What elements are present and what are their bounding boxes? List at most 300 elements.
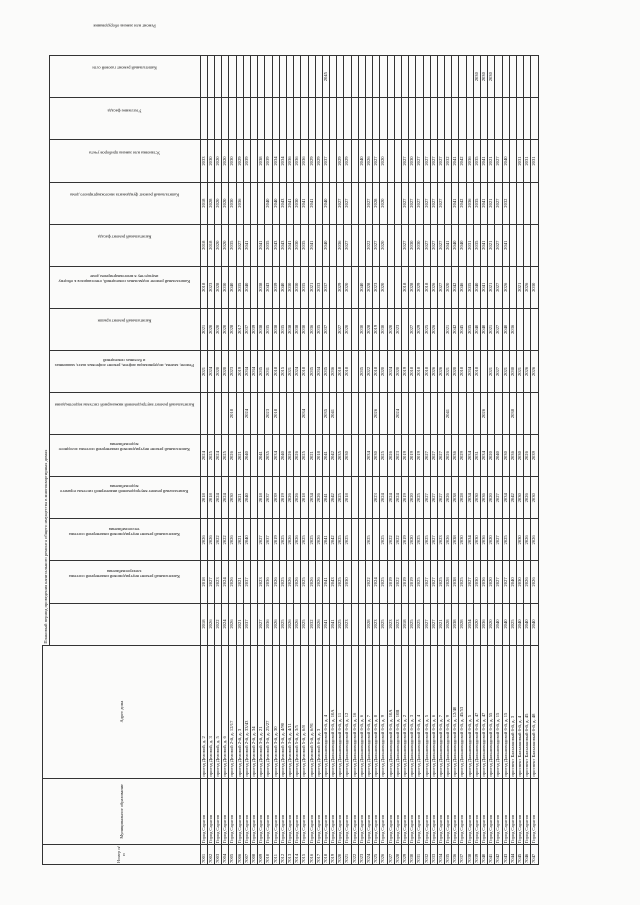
cell-year: 2042 [330, 477, 337, 519]
table-row [272, 56, 279, 865]
cell-municipality: Город Саратов [301, 778, 308, 844]
cell-year [531, 224, 538, 266]
cell-year: 2035 [279, 308, 286, 350]
header-work-label: Капитальный ремонт подвальных помещений, относящихся к общему имуществу в многоквартирном доме [58, 273, 191, 285]
cell-year [236, 56, 243, 98]
cell-year: 2036 [308, 308, 315, 350]
cell-year: 2026 [308, 561, 315, 603]
cell-year [236, 393, 243, 435]
cell-year [315, 56, 322, 98]
cell-year: 2027 [495, 140, 502, 182]
cell-year: 2027 [423, 561, 430, 603]
cell-year: 2035 [315, 308, 322, 350]
cell-year: 2019 [373, 308, 380, 350]
table-body [200, 56, 538, 865]
cell-year [366, 98, 373, 140]
cell-year: 2035 [265, 435, 272, 477]
cell-year [459, 98, 466, 140]
cell-municipality: Город Саратов [466, 778, 473, 844]
cell-num: 7028 [394, 845, 401, 865]
cell-year [222, 98, 229, 140]
table-row [495, 56, 502, 865]
cell-num: 7027 [387, 845, 394, 865]
cell-year [488, 98, 495, 140]
cell-year: 2034 [466, 519, 473, 561]
cell-year [430, 98, 437, 140]
cell-municipality: Город Саратов [445, 778, 452, 844]
cell-year: 2020 [222, 350, 229, 392]
cell-municipality: Город Саратов [251, 778, 258, 844]
cell-year: 2026 [229, 561, 236, 603]
cell-year: 2040 [452, 224, 459, 266]
cell-year [251, 182, 258, 224]
cell-year: 2027 [423, 435, 430, 477]
table-row [222, 56, 229, 865]
cell-address: проезд Дальновидовой 6-й, д. 9 [445, 645, 452, 778]
cell-year: 2030 [473, 561, 480, 603]
cell-year: 2018 [416, 350, 423, 392]
cell-year: 2040 [265, 182, 272, 224]
cell-year: 2045 [459, 308, 466, 350]
cell-year: 2040 [473, 308, 480, 350]
cell-year: 2041 [322, 603, 329, 645]
cell-year: 2043 [265, 266, 272, 308]
cell-year: 2027 [430, 182, 437, 224]
cell-year: 2027 [236, 224, 243, 266]
cell-year: 2027 [344, 182, 351, 224]
cell-address: проезд Дальновидовой 6-й, д. 15 [502, 645, 509, 778]
cell-year: 2045 [322, 56, 329, 98]
cell-year [315, 182, 322, 224]
cell-year: 2033 [315, 266, 322, 308]
cell-num: 7004 [222, 845, 229, 865]
table-row [366, 56, 373, 865]
cell-year: 2035 [301, 224, 308, 266]
cell-municipality: Город Саратов [394, 778, 401, 844]
cell-year: 2027 [416, 140, 423, 182]
cell-year: 2024 [387, 350, 394, 392]
cell-year [387, 98, 394, 140]
cell-year [351, 435, 358, 477]
cell-num: 7024 [366, 845, 373, 865]
cell-municipality: Город Саратов [294, 778, 301, 844]
cell-year: 2020 [488, 519, 495, 561]
cell-address: проезд Деловой, д. 3 [207, 645, 214, 778]
cell-year: 2026 [315, 477, 322, 519]
cell-year [351, 393, 358, 435]
cell-year: 2027 [401, 140, 408, 182]
cell-year: 2029 [308, 140, 315, 182]
cell-year: 2020 [215, 224, 222, 266]
cell-year: 2034 [502, 477, 509, 519]
header-work-label: Капитальный ремонт крыши [97, 318, 152, 324]
table-row [473, 56, 480, 865]
cell-year [516, 393, 523, 435]
cell-year: 2019 [236, 350, 243, 392]
cell-year: 2019 [401, 477, 408, 519]
cell-year: 2040 [358, 140, 365, 182]
cell-year: 2036 [481, 561, 488, 603]
cell-year: 2023 [387, 603, 394, 645]
cell-year: 2027 [495, 519, 502, 561]
cell-year: 2029 [344, 140, 351, 182]
cell-year [531, 308, 538, 350]
cell-address: проезд Дальновидовой 6-й, д. 5 [466, 645, 473, 778]
cell-year: 2026 [430, 308, 437, 350]
cell-year: 2027 [337, 308, 344, 350]
cell-year: 2030 [516, 477, 523, 519]
cell-year: 2035 [265, 308, 272, 350]
table-row [251, 56, 258, 865]
cell-year: 2022 [222, 519, 229, 561]
cell-year [516, 56, 523, 98]
cell-municipality: Город Саратов [509, 778, 516, 844]
cell-year: 2035 [466, 266, 473, 308]
cell-year: 2037 [322, 308, 329, 350]
cell-year: 2030 [286, 266, 293, 308]
header-work-3 [49, 484, 200, 561]
cell-address: проезд Дальновидовой 6-й, д. 7 [366, 645, 373, 778]
cell-num: 7009 [258, 845, 265, 865]
cell-year [409, 393, 416, 435]
cell-year: 2021 [445, 350, 452, 392]
cell-year: 2034 [366, 435, 373, 477]
cell-year: 2027 [430, 477, 437, 519]
cell-year: 2018 [344, 350, 351, 392]
cell-year [502, 393, 509, 435]
cell-num: 7016 [308, 845, 315, 865]
cell-year: 2018 [423, 266, 430, 308]
cell-municipality: Город Саратов [200, 778, 207, 844]
cell-year: 2029 [337, 140, 344, 182]
cell-year: 2032 [308, 603, 315, 645]
cell-year: 2025 [509, 603, 516, 645]
cell-num: 7015 [301, 845, 308, 865]
cell-year: 2026 [373, 393, 380, 435]
cell-municipality: Город Саратов [215, 778, 222, 844]
cell-num: 7026 [380, 845, 387, 865]
cell-year: 2027 [495, 350, 502, 392]
cell-year: 2015 [279, 350, 286, 392]
cell-year: 2026 [207, 519, 214, 561]
cell-year [502, 56, 509, 98]
cell-year: 2027 [430, 140, 437, 182]
cell-year [394, 98, 401, 140]
cell-municipality: Город Саратов [437, 778, 444, 844]
cell-year: 2027 [437, 266, 444, 308]
cell-year: 2026 [481, 393, 488, 435]
cell-address: проезд Дальновидовой 6-й, д. 5 [423, 645, 430, 778]
cell-municipality: Город Саратов [351, 778, 358, 844]
cell-year [272, 98, 279, 140]
cell-year [437, 393, 444, 435]
cell-year [459, 56, 466, 98]
cell-address: проезд Дальновидовой 6-й, д. 9 [380, 645, 387, 778]
cell-year: 2024 [373, 561, 380, 603]
cell-year: 2024 [200, 435, 207, 477]
cell-year: 2027 [430, 224, 437, 266]
cell-year: 2034 [272, 140, 279, 182]
cell-year [509, 56, 516, 98]
cell-year [351, 603, 358, 645]
cell-year: 2020 [488, 561, 495, 603]
cell-year: 2041 [258, 224, 265, 266]
cell-year [251, 561, 258, 603]
header-address: Адрес дома [43, 645, 201, 778]
cell-year [423, 98, 430, 140]
cell-num: 7032 [423, 845, 430, 865]
cell-municipality: Город Саратов [207, 778, 214, 844]
cell-year: 2024 [215, 477, 222, 519]
cell-year: 2026 [524, 519, 531, 561]
cell-year: 2038 [452, 477, 459, 519]
cell-year [373, 56, 380, 98]
cell-municipality: Город Саратов [473, 778, 480, 844]
cell-year: 2021 [437, 603, 444, 645]
cell-year [481, 98, 488, 140]
cell-address: проезд Дальновидовой 6-й, д. 45/53 [459, 645, 466, 778]
cell-year: 2034 [466, 603, 473, 645]
cell-municipality: Город Саратов [524, 778, 531, 844]
cell-year: 2030 [516, 561, 523, 603]
table-row [322, 56, 329, 865]
cell-year [229, 56, 236, 98]
cell-address: проезд Деловой 2-й, д. 3 [236, 645, 243, 778]
cell-municipality: Город Саратов [401, 778, 408, 844]
cell-year: 2026 [286, 519, 293, 561]
cell-year: 2017 [236, 308, 243, 350]
cell-year: 2030 [409, 140, 416, 182]
cell-year [344, 56, 351, 98]
cell-year [416, 98, 423, 140]
cell-year: 2027 [337, 182, 344, 224]
cell-year [509, 519, 516, 561]
cell-year: 2025 [344, 519, 351, 561]
cell-year: 2027 [423, 603, 430, 645]
table-row [308, 56, 315, 865]
cell-year: 2026 [200, 519, 207, 561]
cell-year [301, 56, 308, 98]
cell-year: 2043 [272, 224, 279, 266]
cell-year: 2027 [495, 182, 502, 224]
cell-address: проезд Дальновидовой 6-й, д. 4 [322, 645, 329, 778]
cell-year: 2025 [279, 519, 286, 561]
cell-year [509, 140, 516, 182]
cell-year [423, 393, 430, 435]
cell-year: 2041 [330, 393, 337, 435]
cell-year [358, 56, 365, 98]
cell-year: 2030 [531, 477, 538, 519]
cell-year: 2020 [488, 603, 495, 645]
cell-year: 2040 [473, 266, 480, 308]
cell-year: 2029 [315, 140, 322, 182]
cell-year: 2020 [222, 224, 229, 266]
cell-year: 2027 [423, 477, 430, 519]
cell-address: проспект Бальзаковый 6-й, д. 3 [509, 645, 516, 778]
cell-year: 2041 [330, 603, 337, 645]
cell-year: 2038 [452, 603, 459, 645]
cell-year [524, 182, 531, 224]
table-row [294, 56, 301, 865]
cell-year: 2020 [380, 182, 387, 224]
cell-year [531, 56, 538, 98]
cell-year: 2025 [416, 519, 423, 561]
cell-year: 2036 [509, 435, 516, 477]
cell-year: 2038 [258, 266, 265, 308]
cell-year: 2030 [229, 477, 236, 519]
cell-year: 2030 [502, 435, 509, 477]
cell-municipality: Город Саратов [265, 778, 272, 844]
cell-year: 2023 [373, 266, 380, 308]
cell-num: 7025 [373, 845, 380, 865]
cell-year: 2041 [322, 561, 329, 603]
cell-year: 2036 [481, 477, 488, 519]
cell-num: 7019 [330, 845, 337, 865]
cell-year: 2024 [222, 603, 229, 645]
cell-year: 2033 [200, 140, 207, 182]
cell-year: 2025 [301, 561, 308, 603]
cell-municipality: Город Саратов [459, 778, 466, 844]
cell-year: 2025 [380, 561, 387, 603]
cell-year: 2018 [423, 350, 430, 392]
cell-year [401, 56, 408, 98]
cell-year: 2027 [401, 224, 408, 266]
cell-year [380, 393, 387, 435]
cell-year: 2025 [423, 308, 430, 350]
cell-year [351, 350, 358, 392]
table-row [394, 56, 401, 865]
cell-year [344, 98, 351, 140]
cell-year: 2025 [207, 435, 214, 477]
table-row [524, 56, 531, 865]
cell-address: проезд Дальновидовой 6-й, д. 16 [351, 645, 358, 778]
cell-year: 2026 [229, 435, 236, 477]
cell-year: 2025 [409, 603, 416, 645]
cell-year: 2031 [473, 435, 480, 477]
cell-year: 2021 [488, 140, 495, 182]
cell-year: 2026 [524, 266, 531, 308]
cell-year: 2026 [524, 350, 531, 392]
cell-year: 2025 [416, 561, 423, 603]
cell-year: 2028 [459, 603, 466, 645]
table-row [459, 56, 466, 865]
cell-num: 7006 [236, 845, 243, 865]
cell-num: 7029 [401, 845, 408, 865]
cell-address: проспект Бальзаковый 6-й, д. 4 [516, 645, 523, 778]
cell-year: 2038 [452, 519, 459, 561]
cell-year: 2040 [509, 561, 516, 603]
cell-year [509, 266, 516, 308]
cell-year: 2030 [294, 224, 301, 266]
cell-year: 2041 [452, 140, 459, 182]
cell-year: 2027 [373, 224, 380, 266]
table-row [423, 56, 430, 865]
cell-year: 2018 [401, 266, 408, 308]
cell-year: 2032 [445, 140, 452, 182]
cell-year: 2030 [358, 308, 365, 350]
cell-municipality: Город Саратов [286, 778, 293, 844]
cell-year: 2036 [265, 603, 272, 645]
cell-year: 2028 [366, 308, 373, 350]
cell-year [437, 56, 444, 98]
cell-year [409, 56, 416, 98]
cell-year [200, 393, 207, 435]
cell-year [279, 393, 286, 435]
cell-address: проезд Дальновидовой 6-й, д. 55 [488, 645, 495, 778]
cell-year: 2026 [286, 603, 293, 645]
header-work-label: Ремонт или замена оборудования [93, 23, 156, 29]
cell-year [387, 182, 394, 224]
cell-address: проезд Деловой 6-й, д. 3 [315, 645, 322, 778]
cell-year [416, 393, 423, 435]
cell-year: 2020 [387, 308, 394, 350]
cell-address: проезд Дальновидовой 6-й, д. 47 [481, 645, 488, 778]
cell-year: 2020 [344, 266, 351, 308]
header-work-2 [49, 526, 200, 603]
cell-num: 7038 [466, 845, 473, 865]
cell-year: 2035 [301, 266, 308, 308]
cell-year: 2036 [286, 140, 293, 182]
cell-year: 2035 [322, 393, 329, 435]
cell-year: 2026 [430, 350, 437, 392]
table-row [279, 56, 286, 865]
cell-year: 2025 [366, 519, 373, 561]
cell-address: проезд Деловой, д. 5 [215, 645, 222, 778]
table-row [215, 56, 222, 865]
cell-year: 2027 [466, 561, 473, 603]
cell-year: 2041 [243, 224, 250, 266]
table-row [445, 56, 452, 865]
table-row [358, 56, 365, 865]
cell-year: 2030 [229, 140, 236, 182]
cell-year [251, 519, 258, 561]
cell-year [265, 56, 272, 98]
cell-year: 2022 [366, 350, 373, 392]
cell-year: 2030 [459, 519, 466, 561]
header-work-7 [49, 318, 200, 392]
header-work-label: Капитальный ремонт газовой сети [92, 66, 157, 72]
cell-year: 2024 [222, 561, 229, 603]
cell-year: 2034 [251, 350, 258, 392]
cell-year: 2023 [373, 603, 380, 645]
cell-year: 2031 [524, 140, 531, 182]
cell-year: 2027 [437, 435, 444, 477]
header-work-14 [49, 23, 200, 98]
cell-num: 7002 [207, 845, 214, 865]
cell-year: 2031 [265, 350, 272, 392]
cell-year: 2027 [416, 182, 423, 224]
cell-year: 2025 [337, 477, 344, 519]
cell-year: 2040 [229, 266, 236, 308]
cell-address: проезд Дальновидовой 6-й, д. 15 [495, 645, 502, 778]
cell-num: 7012 [279, 845, 286, 865]
cell-year [531, 98, 538, 140]
cell-year: 2025 [308, 519, 315, 561]
cell-municipality: Город Саратов [330, 778, 337, 844]
cell-year: 2041 [322, 477, 329, 519]
cell-num: 7022 [351, 845, 358, 865]
cell-municipality: Город Саратов [236, 778, 243, 844]
cell-year [222, 393, 229, 435]
header-work-8 [49, 273, 200, 350]
cell-year [272, 56, 279, 98]
cell-year [330, 140, 337, 182]
cell-year: 2029 [416, 266, 423, 308]
cell-year: 2026 [524, 477, 531, 519]
cell-year [251, 224, 258, 266]
cell-num: 7021 [344, 845, 351, 865]
cell-year [437, 308, 444, 350]
